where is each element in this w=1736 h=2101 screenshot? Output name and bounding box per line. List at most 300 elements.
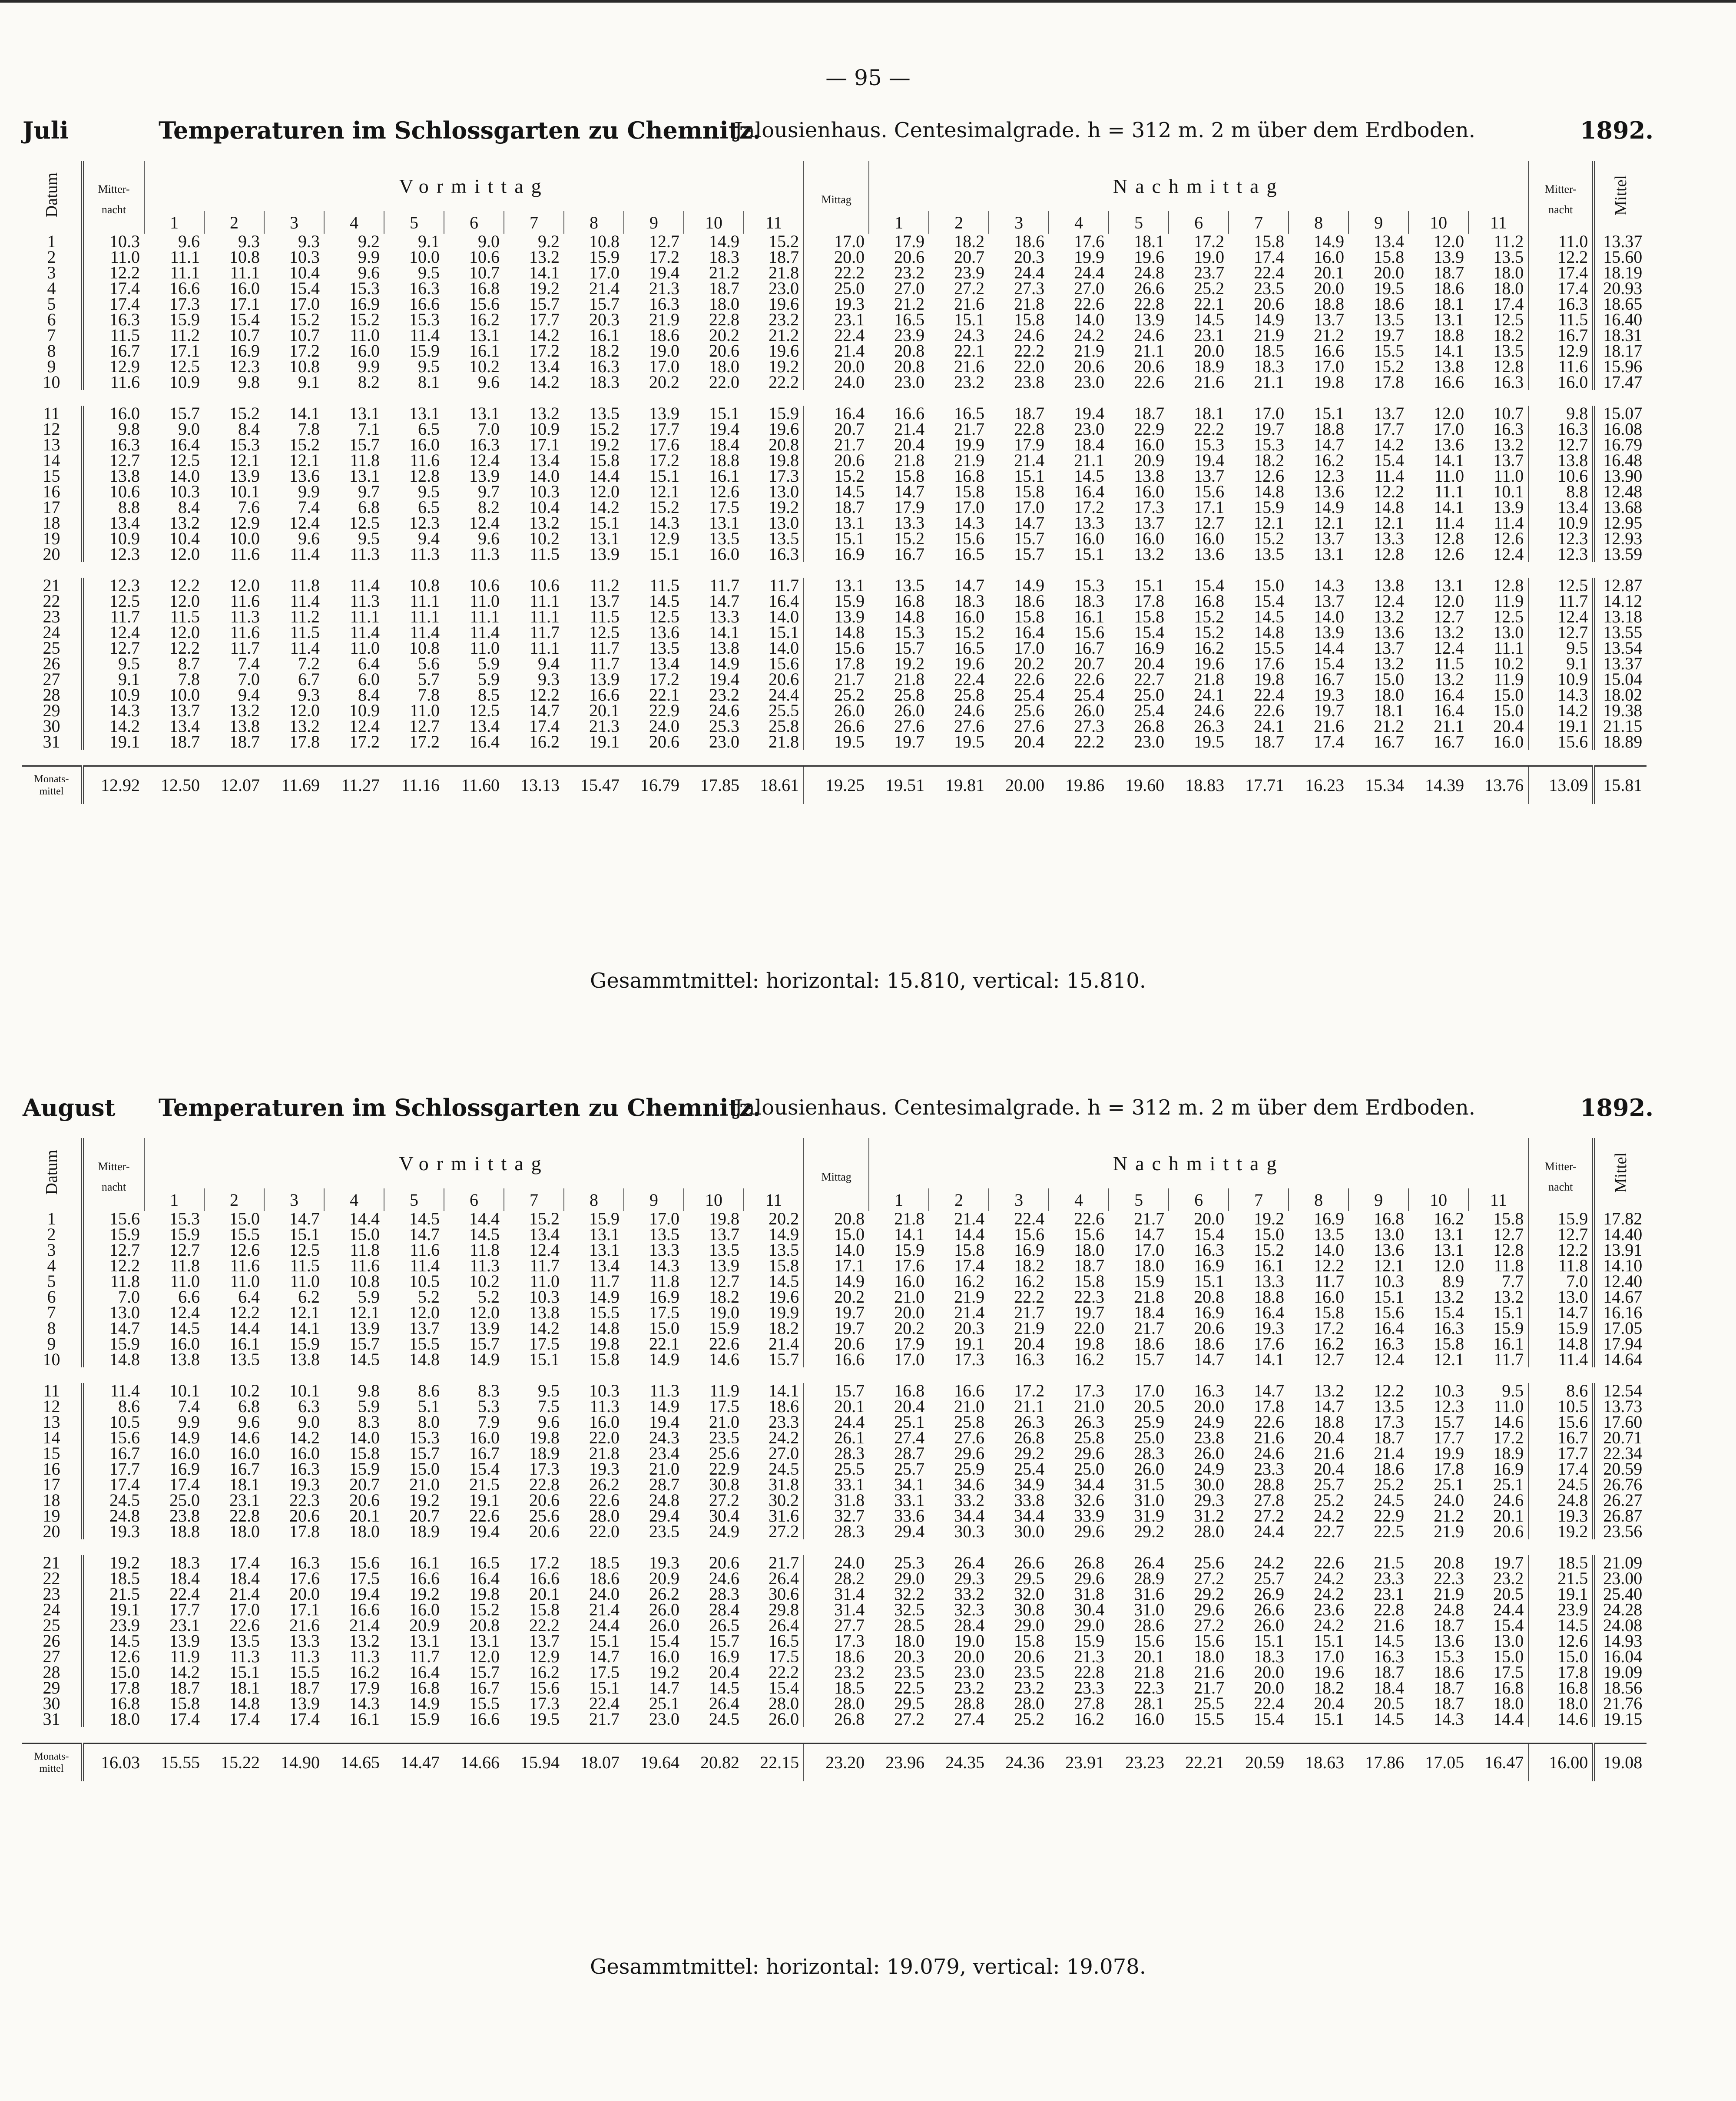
value-cell: 18.5 bbox=[804, 1680, 869, 1696]
value-cell: 16.3 bbox=[1194, 1240, 1225, 1260]
value-cell: 13.7 bbox=[1194, 466, 1225, 486]
value-cell: 15.0 bbox=[1374, 669, 1405, 689]
value-cell: 16.0 bbox=[589, 1412, 620, 1432]
value-cell: 11.8 bbox=[1494, 1256, 1524, 1275]
value-cell: 33.1 bbox=[804, 1477, 869, 1492]
value-cell: 13.2 bbox=[1434, 669, 1464, 689]
value-cell: 15.8 bbox=[1074, 1271, 1105, 1291]
value-cell: 12.4 bbox=[83, 625, 144, 640]
value-cell: 13.54 bbox=[1594, 640, 1647, 656]
mean-cell: 11.69 bbox=[264, 766, 324, 804]
temperature-table bbox=[22, 1138, 1647, 1781]
value-cell: 14.3 bbox=[649, 1256, 679, 1275]
value-cell: 20.71 bbox=[1594, 1430, 1647, 1446]
value-cell: 18.6 bbox=[1374, 1459, 1405, 1479]
value-cell: 26.8 bbox=[1014, 1428, 1045, 1447]
value-cell: 19.8 bbox=[529, 1428, 560, 1447]
value-cell: 27.6 bbox=[894, 716, 925, 736]
value-cell: 16.8 bbox=[409, 1678, 440, 1697]
value-cell: 17.4 bbox=[83, 296, 144, 312]
hour-header: 11 bbox=[744, 1188, 804, 1211]
value-cell: 13.5 bbox=[769, 529, 799, 548]
value-cell: 21.0 bbox=[649, 1459, 679, 1479]
value-cell: 25.6 bbox=[709, 1443, 739, 1463]
hour-header: 5 bbox=[1109, 211, 1169, 234]
value-cell: 27.6 bbox=[1014, 716, 1045, 736]
value-cell: 12.1 bbox=[229, 450, 260, 470]
value-cell: 26.4 bbox=[1134, 1553, 1165, 1572]
value-cell: 23.2 bbox=[954, 372, 985, 392]
value-cell: 25.9 bbox=[954, 1459, 985, 1479]
value-cell: 11.7 bbox=[769, 576, 799, 595]
value-cell: 19.9 bbox=[954, 435, 985, 454]
value-cell: 15.9 bbox=[769, 404, 799, 423]
value-cell: 20.5 bbox=[1134, 1396, 1165, 1416]
value-cell: 17.7 bbox=[83, 1461, 144, 1477]
year-label: 1892. bbox=[1580, 1094, 1653, 1122]
value-cell: 7.7 bbox=[1502, 1271, 1524, 1291]
value-cell: 15.2 bbox=[349, 310, 380, 329]
value-cell: 19.3 bbox=[1528, 1508, 1594, 1524]
day-cell: 14 bbox=[43, 1428, 60, 1447]
value-cell: 22.4 bbox=[169, 1584, 200, 1604]
value-cell: 22.4 bbox=[804, 328, 869, 343]
value-cell: 10.3 bbox=[529, 482, 560, 501]
value-cell: 24.6 bbox=[1134, 325, 1165, 345]
value-cell: 14.6 bbox=[709, 1350, 739, 1369]
value-cell: 12.0 bbox=[1434, 591, 1464, 611]
value-cell: 13.9 bbox=[589, 544, 620, 564]
value-cell: 18.7 bbox=[804, 500, 869, 515]
value-cell: 19.3 bbox=[804, 296, 869, 312]
value-cell: 15.6 bbox=[1074, 622, 1105, 642]
value-cell: 21.7 bbox=[1134, 1318, 1165, 1338]
value-cell: 13.2 bbox=[1434, 622, 1464, 642]
value-cell: 23.2 bbox=[769, 310, 799, 329]
value-cell: 21.5 bbox=[83, 1586, 144, 1602]
value-cell: 19.4 bbox=[349, 1584, 380, 1604]
value-cell: 9.1 bbox=[1528, 656, 1594, 672]
value-cell: 28.7 bbox=[894, 1443, 925, 1463]
value-cell: 21.6 bbox=[1314, 1443, 1345, 1463]
value-cell: 14.5 bbox=[469, 1224, 500, 1244]
hour-header: 4 bbox=[324, 1188, 384, 1211]
value-cell: 18.7 bbox=[769, 247, 799, 267]
value-cell: 15.8 bbox=[1254, 232, 1285, 251]
value-cell: 17.2 bbox=[649, 669, 679, 689]
value-cell: 12.0 bbox=[169, 622, 200, 642]
value-cell: 31.0 bbox=[1134, 1600, 1165, 1619]
value-cell: 22.6 bbox=[1074, 294, 1105, 314]
value-cell: 15.5 bbox=[469, 1694, 500, 1713]
value-cell: 15.9 bbox=[1254, 497, 1285, 517]
value-cell: 13.1 bbox=[349, 466, 380, 486]
value-cell: 13.1 bbox=[1314, 544, 1345, 564]
value-cell: 17.9 bbox=[349, 1678, 380, 1697]
value-cell: 15.3 bbox=[1254, 435, 1285, 454]
value-cell: 11.0 bbox=[290, 1271, 320, 1291]
value-cell: 17.2 bbox=[649, 247, 679, 267]
value-cell: 15.0 bbox=[1493, 685, 1524, 705]
value-cell: 13.5 bbox=[649, 1224, 679, 1244]
mean-cell: 15.94 bbox=[504, 1744, 564, 1782]
value-cell: 10.2 bbox=[529, 529, 560, 548]
value-cell: 23.0 bbox=[954, 1662, 985, 1682]
value-cell: 9.8 bbox=[238, 372, 260, 392]
value-cell: 18.6 bbox=[1434, 278, 1464, 298]
value-cell: 18.6 bbox=[1434, 1662, 1464, 1682]
day-cell: 21 bbox=[43, 576, 60, 595]
value-cell: 18.9 bbox=[529, 1443, 560, 1463]
value-cell: 26.4 bbox=[769, 1568, 799, 1588]
value-cell: 27.4 bbox=[894, 1428, 925, 1447]
value-cell: 21.1 bbox=[1014, 1396, 1045, 1416]
value-cell: 10.4 bbox=[289, 263, 320, 282]
value-cell: 13.9 bbox=[649, 404, 679, 423]
value-cell: 23.0 bbox=[1074, 419, 1105, 439]
value-cell: 12.48 bbox=[1594, 484, 1647, 500]
value-cell: 16.4 bbox=[169, 435, 200, 454]
value-cell: 12.7 bbox=[1528, 437, 1594, 453]
gesamtmittel-line: Gesammtmittel: horizontal: 15.810, vertical: 15.810. bbox=[590, 969, 1146, 993]
value-cell: 20.8 bbox=[804, 1211, 869, 1227]
value-cell: 12.4 bbox=[1374, 591, 1405, 611]
value-cell: 20.0 bbox=[289, 1584, 320, 1604]
value-cell: 14.7 bbox=[289, 1209, 320, 1228]
value-cell: 18.7 bbox=[1374, 1662, 1405, 1682]
value-cell: 8.2 bbox=[358, 372, 380, 392]
value-cell: 22.4 bbox=[1254, 263, 1285, 282]
value-cell: 16.7 bbox=[83, 343, 144, 359]
value-cell: 20.6 bbox=[529, 1522, 560, 1541]
hour-header: 8 bbox=[564, 211, 624, 234]
value-cell: 21.6 bbox=[954, 294, 985, 314]
datum-header: Datum bbox=[42, 1150, 61, 1195]
value-cell: 12.5 bbox=[649, 607, 679, 626]
value-cell: 22.6 bbox=[589, 1490, 620, 1510]
value-cell: 24.3 bbox=[649, 1428, 679, 1447]
value-cell: 22.2 bbox=[804, 265, 869, 281]
value-cell: 16.3 bbox=[83, 437, 144, 453]
value-cell: 13.5 bbox=[589, 404, 620, 423]
value-cell: 8.6 bbox=[418, 1381, 440, 1400]
value-cell: 21.7 bbox=[769, 1553, 799, 1572]
value-cell: 22.4 bbox=[1254, 1694, 1285, 1713]
value-cell: 34.4 bbox=[954, 1506, 985, 1525]
value-cell: 20.6 bbox=[709, 341, 739, 361]
value-cell: 13.2 bbox=[1314, 1381, 1345, 1400]
value-cell: 18.0 bbox=[709, 294, 739, 314]
value-cell: 24.6 bbox=[1493, 1490, 1524, 1510]
value-cell: 12.4 bbox=[469, 513, 500, 533]
value-cell: 11.7 bbox=[1494, 1350, 1524, 1369]
value-cell: 18.0 bbox=[1528, 1696, 1594, 1711]
mittag-header: Mittag bbox=[804, 1138, 869, 1211]
value-cell: 22.3 bbox=[1434, 1568, 1464, 1588]
value-cell: 9.6 bbox=[178, 232, 200, 251]
value-cell: 16.7 bbox=[1074, 638, 1105, 658]
value-cell: 29.8 bbox=[769, 1600, 799, 1619]
value-cell: 16.0 bbox=[469, 1428, 500, 1447]
value-cell: 16.0 bbox=[349, 341, 380, 361]
value-cell: 20.4 bbox=[894, 1396, 925, 1416]
value-cell: 13.0 bbox=[769, 513, 799, 533]
value-cell: 20.0 bbox=[1254, 1662, 1285, 1682]
mitternacht-header: Mitter- nacht bbox=[83, 1138, 144, 1211]
value-cell: 16.3 bbox=[1493, 372, 1524, 392]
value-cell: 12.7 bbox=[709, 1271, 739, 1291]
mean-cell: 18.63 bbox=[1289, 1744, 1348, 1782]
value-cell: 29.0 bbox=[1074, 1615, 1105, 1635]
value-cell: 30.3 bbox=[954, 1522, 985, 1541]
day-cell: 29 bbox=[43, 1678, 60, 1697]
value-cell: 13.9 bbox=[289, 1694, 320, 1713]
day-cell: 20 bbox=[43, 1522, 60, 1541]
value-cell: 13.7 bbox=[709, 1224, 739, 1244]
value-cell: 11.4 bbox=[290, 638, 320, 658]
value-cell: 17.4 bbox=[1528, 265, 1594, 281]
value-cell: 17.0 bbox=[1014, 497, 1045, 517]
value-cell: 13.90 bbox=[1594, 468, 1647, 484]
value-cell: 19.1 bbox=[83, 734, 144, 750]
value-cell: 11.5 bbox=[530, 544, 560, 564]
value-cell: 10.7 bbox=[469, 263, 500, 282]
value-cell: 10.9 bbox=[1528, 672, 1594, 687]
table-row bbox=[22, 374, 1647, 390]
value-cell: 11.4 bbox=[470, 622, 500, 642]
value-cell: 16.2 bbox=[1314, 1334, 1345, 1353]
value-cell: 16.2 bbox=[1314, 450, 1345, 470]
mean-cell: 11.16 bbox=[384, 766, 444, 804]
value-cell: 12.1 bbox=[289, 1303, 320, 1322]
value-cell: 15.6 bbox=[83, 1211, 144, 1227]
value-cell: 21.7 bbox=[804, 437, 869, 453]
value-cell: 23.00 bbox=[1594, 1571, 1647, 1586]
value-cell: 13.8 bbox=[1528, 453, 1594, 468]
mean-cell: 16.03 bbox=[83, 1744, 144, 1782]
monatsmittel-row bbox=[22, 1744, 1647, 1782]
value-cell: 11.8 bbox=[350, 1240, 380, 1260]
value-cell: 11.6 bbox=[230, 1256, 260, 1275]
value-cell: 21.3 bbox=[649, 278, 679, 298]
value-cell: 14.2 bbox=[529, 1318, 560, 1338]
value-cell: 12.1 bbox=[1314, 513, 1345, 533]
value-cell: 14.1 bbox=[769, 1381, 799, 1400]
value-cell: 15.6 bbox=[83, 1430, 144, 1446]
value-cell: 15.0 bbox=[804, 1227, 869, 1242]
value-cell: 10.7 bbox=[229, 325, 260, 345]
value-cell: 24.6 bbox=[709, 701, 739, 720]
value-cell: 10.8 bbox=[409, 638, 440, 658]
value-cell: 18.19 bbox=[1594, 265, 1647, 281]
value-cell: 17.5 bbox=[709, 1396, 739, 1416]
mean-cell: 19.64 bbox=[624, 1744, 684, 1782]
hour-header: 6 bbox=[444, 1188, 504, 1211]
value-cell: 18.7 bbox=[169, 1678, 200, 1697]
value-cell: 20.0 bbox=[804, 249, 869, 265]
value-cell: 14.3 bbox=[649, 513, 679, 533]
value-cell: 28.0 bbox=[804, 1696, 869, 1711]
value-cell: 34.4 bbox=[1014, 1506, 1045, 1525]
value-cell: 12.1 bbox=[1374, 1256, 1405, 1275]
value-cell: 21.5 bbox=[469, 1475, 500, 1494]
value-cell: 12.9 bbox=[229, 513, 260, 533]
value-cell: 11.6 bbox=[83, 374, 144, 390]
hour-header: 7 bbox=[504, 1188, 564, 1211]
value-cell: 10.0 bbox=[229, 529, 260, 548]
value-cell: 21.4 bbox=[1014, 450, 1045, 470]
value-cell: 12.7 bbox=[169, 1240, 200, 1260]
value-cell: 6.6 bbox=[178, 1287, 200, 1307]
value-cell: 26.3 bbox=[1014, 1412, 1045, 1432]
value-cell: 16.79 bbox=[1594, 437, 1647, 453]
value-cell: 12.93 bbox=[1594, 531, 1647, 546]
hour-header: 2 bbox=[204, 1188, 264, 1211]
value-cell: 13.5 bbox=[649, 638, 679, 658]
value-cell: 25.1 bbox=[649, 1694, 679, 1713]
value-cell: 15.8 bbox=[349, 1443, 380, 1463]
value-cell: 11.6 bbox=[350, 1256, 380, 1275]
value-cell: 21.4 bbox=[1374, 1443, 1405, 1463]
value-cell: 24.0 bbox=[804, 374, 869, 390]
value-cell: 24.2 bbox=[1314, 1615, 1345, 1635]
value-cell: 16.0 bbox=[1194, 529, 1225, 548]
value-cell: 15.5 bbox=[229, 1224, 260, 1244]
value-cell: 31.8 bbox=[1074, 1584, 1105, 1604]
value-cell: 5.1 bbox=[418, 1396, 440, 1416]
value-cell: 14.1 bbox=[1254, 1350, 1285, 1369]
value-cell: 15.1 bbox=[1314, 1709, 1345, 1729]
value-cell: 11.5 bbox=[290, 622, 320, 642]
value-cell: 9.1 bbox=[298, 372, 320, 392]
value-cell: 11.8 bbox=[83, 1274, 144, 1289]
value-cell: 22.2 bbox=[1194, 419, 1225, 439]
value-cell: 12.7 bbox=[83, 453, 144, 468]
value-cell: 29.0 bbox=[1014, 1615, 1045, 1635]
value-cell: 13.3 bbox=[894, 513, 925, 533]
value-cell: 12.6 bbox=[709, 482, 739, 501]
value-cell: 30.8 bbox=[1014, 1600, 1045, 1619]
value-cell: 14.8 bbox=[229, 1694, 260, 1713]
value-cell: 23.8 bbox=[169, 1506, 200, 1525]
value-cell: 21.4 bbox=[894, 419, 925, 439]
value-cell: 17.0 bbox=[289, 294, 320, 314]
value-cell: 13.9 bbox=[349, 1318, 380, 1338]
value-cell: 18.6 bbox=[1014, 232, 1045, 251]
value-cell: 13.4 bbox=[589, 1256, 620, 1275]
value-cell: 19.5 bbox=[529, 1709, 560, 1729]
value-cell: 20.4 bbox=[1314, 1459, 1345, 1479]
table-row bbox=[22, 1711, 1647, 1727]
value-cell: 20.0 bbox=[954, 1647, 985, 1666]
value-cell: 5.2 bbox=[478, 1287, 500, 1307]
value-cell: 14.5 bbox=[1194, 310, 1225, 329]
day-cell: 19 bbox=[43, 1506, 60, 1525]
value-cell: 12.3 bbox=[1528, 531, 1594, 546]
value-cell: 14.4 bbox=[1493, 1709, 1524, 1729]
value-cell: 10.7 bbox=[289, 325, 320, 345]
value-cell: 20.8 bbox=[894, 341, 925, 361]
value-cell: 16.3 bbox=[1528, 421, 1594, 437]
value-cell: 11.1 bbox=[350, 607, 380, 626]
value-cell: 23.1 bbox=[169, 1615, 200, 1635]
value-cell: 9.6 bbox=[538, 1412, 560, 1432]
hour-header: 10 bbox=[684, 211, 744, 234]
value-cell: 28.8 bbox=[954, 1694, 985, 1713]
value-cell: 15.2 bbox=[1194, 622, 1225, 642]
value-cell: 11.0 bbox=[530, 1271, 560, 1291]
value-cell: 14.9 bbox=[804, 1274, 869, 1289]
value-cell: 11.8 bbox=[470, 1240, 500, 1260]
hour-header: 9 bbox=[624, 211, 684, 234]
value-cell: 25.4 bbox=[1014, 685, 1045, 705]
value-cell: 26.9 bbox=[1254, 1584, 1285, 1604]
value-cell: 16.2 bbox=[529, 1662, 560, 1682]
value-cell: 23.9 bbox=[894, 325, 925, 345]
value-cell: 23.1 bbox=[229, 1490, 260, 1510]
value-cell: 16.2 bbox=[1434, 1209, 1464, 1228]
value-cell: 33.6 bbox=[894, 1506, 925, 1525]
value-cell: 19.6 bbox=[1134, 247, 1165, 267]
value-cell: 15.1 bbox=[589, 1678, 620, 1697]
value-cell: 14.0 bbox=[529, 466, 560, 486]
value-cell: 17.5 bbox=[529, 1334, 560, 1353]
hour-header: 1 bbox=[869, 211, 929, 234]
value-cell: 11.3 bbox=[410, 544, 440, 564]
value-cell: 14.0 bbox=[769, 638, 799, 658]
value-cell: 21.8 bbox=[769, 263, 799, 282]
value-cell: 18.6 bbox=[589, 1568, 620, 1588]
value-cell: 15.1 bbox=[1254, 1631, 1285, 1651]
value-cell: 14.7 bbox=[894, 482, 925, 501]
value-cell: 18.4 bbox=[709, 435, 739, 454]
value-cell: 19.7 bbox=[804, 1320, 869, 1336]
mean-cell: 23.96 bbox=[869, 1744, 929, 1782]
value-cell: 26.6 bbox=[1254, 1600, 1285, 1619]
mean-cell: 15.55 bbox=[144, 1744, 204, 1782]
value-cell: 14.7 bbox=[1314, 435, 1345, 454]
value-cell: 10.9 bbox=[169, 372, 200, 392]
value-cell: 27.4 bbox=[954, 1709, 985, 1729]
value-cell: 34.4 bbox=[1074, 1475, 1105, 1494]
value-cell: 16.2 bbox=[529, 732, 560, 751]
value-cell: 13.5 bbox=[229, 1350, 260, 1369]
value-cell: 16.6 bbox=[954, 1381, 985, 1400]
value-cell: 18.8 bbox=[169, 1522, 200, 1541]
value-cell: 15.2 bbox=[1194, 607, 1225, 626]
value-cell: 16.0 bbox=[1134, 1709, 1165, 1729]
value-cell: 19.6 bbox=[769, 419, 799, 439]
value-cell: 25.2 bbox=[1014, 1709, 1045, 1729]
value-cell: 15.2 bbox=[289, 310, 320, 329]
value-cell: 13.0 bbox=[1528, 1289, 1594, 1305]
value-cell: 20.0 bbox=[1194, 341, 1225, 361]
value-cell: 10.3 bbox=[1434, 1381, 1464, 1400]
value-cell: 20.9 bbox=[649, 1568, 679, 1588]
value-cell: 16.7 bbox=[894, 544, 925, 564]
value-cell: 10.9 bbox=[83, 687, 144, 703]
value-cell: 13.1 bbox=[1434, 576, 1464, 595]
value-cell: 17.6 bbox=[1254, 654, 1285, 673]
value-cell: 23.1 bbox=[1194, 325, 1225, 345]
value-cell: 23.0 bbox=[709, 732, 739, 751]
value-cell: 21.9 bbox=[1434, 1584, 1464, 1604]
value-cell: 18.2 bbox=[709, 1287, 739, 1307]
value-cell: 13.7 bbox=[1314, 591, 1345, 611]
value-cell: 10.8 bbox=[289, 357, 320, 376]
value-cell: 16.0 bbox=[1074, 529, 1105, 548]
value-cell: 23.9 bbox=[954, 263, 985, 282]
